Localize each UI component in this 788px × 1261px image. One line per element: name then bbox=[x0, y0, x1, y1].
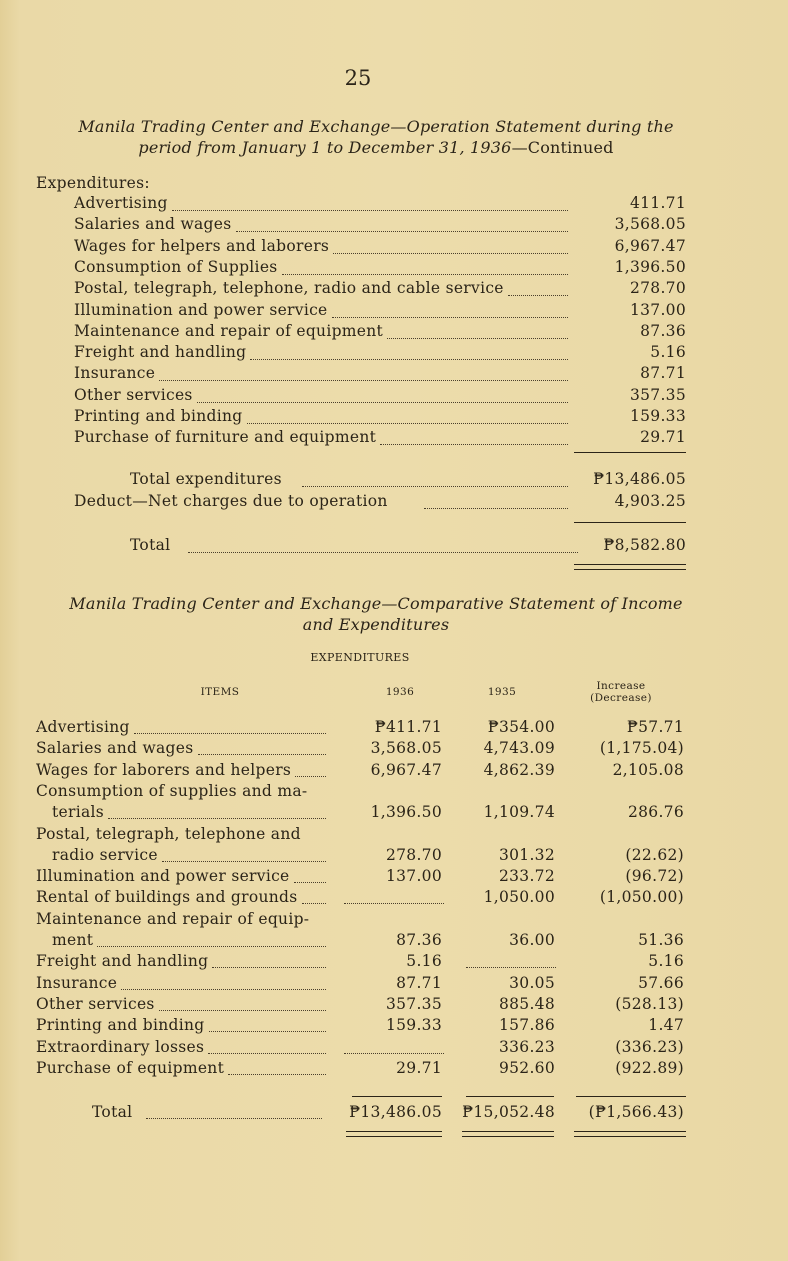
value-1936: 29.71 bbox=[396, 1058, 442, 1077]
col-1936-header: 1936 bbox=[385, 686, 415, 698]
net-total-row bbox=[130, 536, 686, 558]
leader-dots bbox=[108, 818, 326, 819]
expenditure-row bbox=[74, 386, 686, 408]
row-label: terials bbox=[52, 803, 105, 822]
statement1-title-continued: —Continued bbox=[511, 138, 614, 157]
value-1936: 5.16 bbox=[406, 952, 442, 971]
leader-dots bbox=[159, 1010, 326, 1011]
statement2-title-line1: Manila Trading Center and Exchange—Comparative Statement of Income bbox=[69, 594, 683, 613]
col-change-line2: (Decrease) bbox=[590, 692, 652, 704]
rule-1936 bbox=[352, 1096, 442, 1097]
leader-dots bbox=[146, 1118, 322, 1119]
expenditure-row bbox=[74, 279, 686, 301]
value-change: (96.72) bbox=[625, 867, 684, 886]
expenditure-label: Insurance bbox=[74, 364, 156, 383]
value-1935: 36.00 bbox=[509, 931, 555, 949]
leader-dots bbox=[380, 444, 568, 445]
statement2-title-line2: and Expenditures bbox=[302, 615, 450, 634]
value-1936: 87.36 bbox=[396, 931, 442, 949]
value-1936: 6,967.47 bbox=[370, 760, 442, 779]
page-number: 25 bbox=[344, 66, 372, 90]
double-rule-bottom bbox=[574, 569, 686, 570]
leader-dots bbox=[387, 338, 568, 339]
value-1935: 336.23 bbox=[498, 1037, 555, 1056]
value-1935: 30.05 bbox=[509, 973, 555, 992]
leader-dots bbox=[162, 861, 326, 862]
expenditure-label: Advertising bbox=[74, 194, 168, 212]
leader-dots bbox=[134, 733, 326, 734]
leader-dots bbox=[333, 253, 568, 254]
double-rule-1936-top bbox=[346, 1131, 442, 1132]
expenditure-amount: 6,967.47 bbox=[614, 236, 686, 255]
expenditures-label: Expenditures: bbox=[36, 174, 150, 192]
value-1936: 3,568.05 bbox=[370, 739, 442, 758]
row-label: Insurance bbox=[36, 973, 118, 992]
row-label: Consumption of supplies and ma- bbox=[36, 781, 308, 800]
expenditure-row bbox=[74, 215, 686, 237]
leader-dots bbox=[121, 989, 326, 990]
value-change: 1.47 bbox=[648, 1016, 684, 1035]
empty-cell-dots bbox=[344, 903, 444, 904]
leader-dots bbox=[302, 903, 326, 904]
empty-cell-dots bbox=[466, 967, 556, 968]
double-rule-change-bottom bbox=[574, 1136, 686, 1137]
value-change: (528.13) bbox=[615, 994, 684, 1013]
row-label: Illumination and power service bbox=[36, 867, 290, 886]
row-label: Advertising bbox=[36, 718, 130, 736]
leader-dots bbox=[212, 967, 326, 968]
expenditure-row bbox=[74, 322, 686, 344]
deduct-row bbox=[74, 492, 686, 514]
value-1936: 87.71 bbox=[396, 973, 442, 992]
value-change: 2,105.08 bbox=[612, 760, 684, 779]
row-label: Printing and binding bbox=[36, 1016, 205, 1035]
value-1936: 159.33 bbox=[385, 1016, 442, 1035]
expenditure-label: Consumption of Supplies bbox=[74, 257, 278, 276]
total-1935: ₱15,052.48 bbox=[462, 1103, 555, 1121]
leader-dots bbox=[294, 882, 326, 883]
row-label: Other services bbox=[36, 994, 155, 1013]
col-items-header: ITEMS bbox=[200, 686, 240, 698]
leader-dots bbox=[188, 552, 578, 553]
total-expenditures-label: Total expenditures bbox=[130, 470, 282, 488]
expenditure-amount: 87.71 bbox=[640, 364, 686, 383]
expenditure-label: Illumination and power service bbox=[74, 300, 328, 319]
expenditure-amount: 357.35 bbox=[629, 385, 686, 404]
leader-dots bbox=[250, 359, 568, 360]
deduct-amount: 4,903.25 bbox=[614, 492, 686, 510]
double-rule-top bbox=[574, 564, 686, 565]
net-total-amount: ₱8,582.80 bbox=[603, 536, 686, 554]
expenditure-amount: 29.71 bbox=[640, 428, 686, 447]
total-rule bbox=[574, 522, 686, 523]
value-1936: ₱411.71 bbox=[374, 718, 442, 736]
leader-dots bbox=[97, 946, 326, 947]
empty-cell-dots bbox=[344, 1053, 444, 1054]
double-rule-change-top bbox=[574, 1131, 686, 1132]
table-total-label: Total bbox=[92, 1103, 133, 1121]
leader-dots bbox=[247, 423, 568, 424]
subtotal-rule bbox=[574, 452, 686, 453]
row-label: radio service bbox=[52, 845, 158, 864]
expenditure-amount: 278.70 bbox=[629, 279, 686, 298]
leader-dots bbox=[302, 486, 568, 487]
expenditure-label: Other services bbox=[74, 385, 193, 404]
row-label: Freight and handling bbox=[36, 952, 209, 971]
leader-dots bbox=[332, 317, 568, 318]
expenditure-amount: 411.71 bbox=[629, 194, 686, 212]
row-label: Wages for laborers and helpers bbox=[36, 760, 292, 779]
leader-dots bbox=[172, 210, 568, 211]
expenditure-amount: 3,568.05 bbox=[614, 215, 686, 234]
statement1-title-line2 bbox=[36, 137, 716, 158]
value-change: ₱57.71 bbox=[626, 718, 684, 736]
leader-dots bbox=[295, 776, 326, 777]
expenditure-row bbox=[74, 301, 686, 323]
value-change: 5.16 bbox=[648, 952, 684, 971]
expenditure-label: Postal, telegraph, telephone, radio and cable service bbox=[74, 279, 504, 298]
expenditure-row bbox=[74, 407, 686, 429]
row-label: Salaries and wages bbox=[36, 739, 194, 758]
value-change: (22.62) bbox=[625, 845, 684, 864]
row-label: Purchase of equipment bbox=[36, 1058, 225, 1077]
value-1936: 1,396.50 bbox=[370, 803, 442, 822]
leader-dots bbox=[198, 754, 326, 755]
col-change-header bbox=[576, 680, 666, 704]
expenditure-row bbox=[74, 428, 686, 450]
col-change-line1: Increase bbox=[596, 680, 646, 692]
statement1-title-period: period from January 1 to December 31, 1936 bbox=[138, 138, 512, 157]
expenditure-amount: 159.33 bbox=[629, 407, 686, 425]
value-1935: 157.86 bbox=[498, 1016, 555, 1035]
value-1936: 137.00 bbox=[385, 867, 442, 886]
row-label: Postal, telegraph, telephone and bbox=[36, 824, 301, 843]
expenditure-label: Purchase of furniture and equipment bbox=[74, 428, 377, 447]
expenditure-row bbox=[74, 258, 686, 280]
value-1935: 4,743.09 bbox=[483, 739, 555, 758]
leader-dots bbox=[236, 231, 568, 232]
row-label: ment bbox=[52, 931, 94, 949]
leader-dots bbox=[424, 508, 568, 509]
value-1936: 278.70 bbox=[385, 845, 442, 864]
expenditure-row bbox=[74, 343, 686, 365]
col-1935-header: 1935 bbox=[487, 686, 517, 698]
leader-dots bbox=[197, 402, 568, 403]
statement1-title bbox=[36, 116, 716, 158]
double-rule-1935-top bbox=[462, 1131, 554, 1132]
value-1935: 952.60 bbox=[498, 1058, 555, 1077]
expenditure-row bbox=[74, 194, 686, 216]
leader-dots bbox=[228, 1074, 326, 1075]
value-change: (1,050.00) bbox=[599, 888, 684, 907]
expenditure-label: Freight and handling bbox=[74, 343, 247, 362]
value-1936: 357.35 bbox=[385, 994, 442, 1013]
value-change: 51.36 bbox=[638, 931, 684, 949]
expenditure-amount: 5.16 bbox=[650, 343, 686, 362]
value-change: 57.66 bbox=[638, 973, 684, 992]
value-change: 286.76 bbox=[627, 803, 684, 822]
value-change: (922.89) bbox=[615, 1058, 684, 1077]
value-1935: 301.32 bbox=[498, 845, 555, 864]
value-1935: 885.48 bbox=[498, 994, 555, 1013]
row-label: Maintenance and repair of equip- bbox=[36, 909, 310, 928]
expenditure-amount: 137.00 bbox=[629, 300, 686, 319]
statement2-title bbox=[36, 593, 716, 635]
rule-change bbox=[576, 1096, 686, 1097]
row-label: Rental of buildings and grounds bbox=[36, 888, 298, 907]
expenditure-amount: 87.36 bbox=[640, 321, 686, 340]
total-change: (₱1,566.43) bbox=[588, 1103, 684, 1121]
rule-1935 bbox=[466, 1096, 554, 1097]
value-1935: 4,862.39 bbox=[483, 760, 555, 779]
leader-dots bbox=[208, 1053, 326, 1054]
net-total-label: Total bbox=[130, 536, 171, 554]
value-change: (1,175.04) bbox=[599, 739, 684, 758]
total-expenditures-row bbox=[130, 470, 686, 492]
value-1935: 233.72 bbox=[498, 867, 555, 886]
leader-dots bbox=[282, 274, 568, 275]
expenditure-amount: 1,396.50 bbox=[614, 257, 686, 276]
leader-dots bbox=[159, 380, 568, 381]
total-expenditures-amount: ₱13,486.05 bbox=[593, 470, 686, 488]
double-rule-1935-bottom bbox=[462, 1136, 554, 1137]
expenditure-label: Salaries and wages bbox=[74, 215, 232, 234]
statement1-title-line1: Manila Trading Center and Exchange—Operation Statement during the bbox=[78, 117, 674, 136]
row-label: Extraordinary losses bbox=[36, 1037, 205, 1056]
deduct-label: Deduct—Net charges due to operation bbox=[74, 492, 388, 510]
leader-dots bbox=[508, 295, 568, 296]
leader-dots bbox=[209, 1031, 326, 1032]
expenditure-label: Printing and binding bbox=[74, 407, 243, 425]
expenditure-label: Maintenance and repair of equipment bbox=[74, 321, 384, 340]
value-change: (336.23) bbox=[615, 1037, 684, 1056]
value-1935: 1,109.74 bbox=[483, 803, 555, 822]
expenditure-label: Wages for helpers and laborers bbox=[74, 236, 330, 255]
total-1936: ₱13,486.05 bbox=[349, 1103, 442, 1121]
value-1935: ₱354.00 bbox=[487, 718, 555, 736]
double-rule-1936-bottom bbox=[346, 1136, 442, 1137]
expenditure-row bbox=[74, 364, 686, 386]
expenditures-heading: EXPENDITURES bbox=[310, 651, 410, 664]
expenditure-row bbox=[74, 237, 686, 259]
value-1935: 1,050.00 bbox=[483, 888, 555, 907]
